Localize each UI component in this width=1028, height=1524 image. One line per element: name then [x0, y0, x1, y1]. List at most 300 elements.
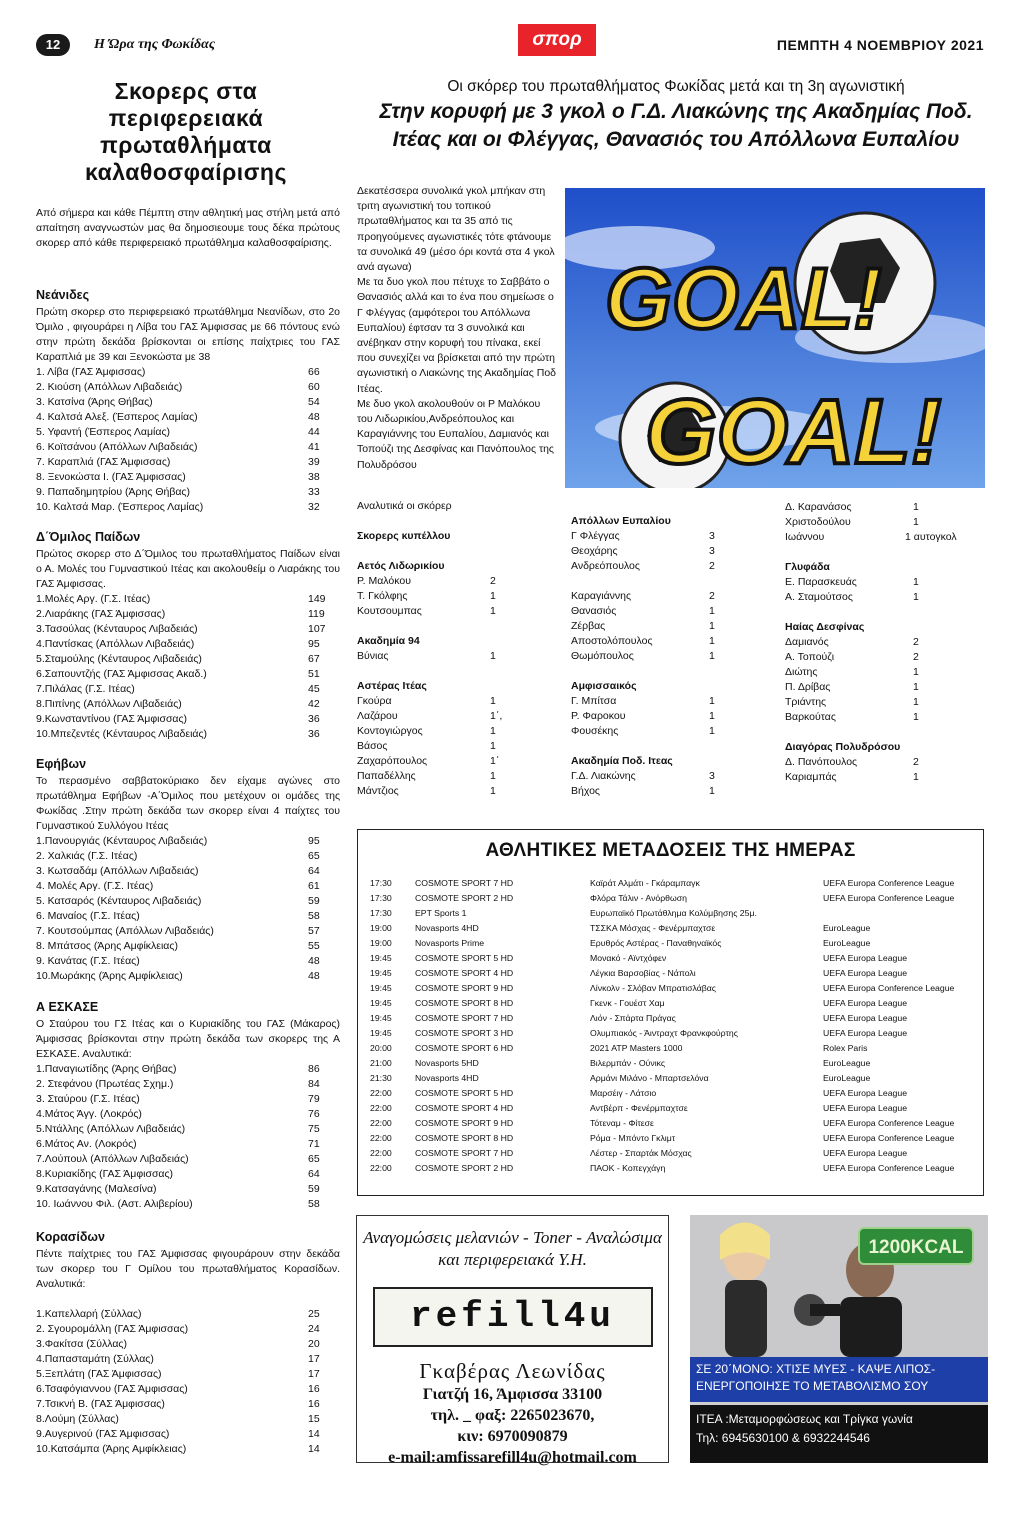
article-paragraph: Δεκατέσσερα συνολικά γκολ μπήκαν στη τριτη αγωνιστική του τοπικού πρωταθλήματος και τα 35 από τις προηγούμενες αγωνιστικές τότε φτάνουμε τα συνολικά 49 (μέσο όρι κοντά στα 4 γκολ ανά αγωνα) — [357, 185, 555, 274]
tv-event: Λέστερ - Σπαρτάκ Μόσχας — [590, 1148, 692, 1158]
scorer-points: 71 — [308, 1138, 320, 1150]
goal-scorer-row — [357, 709, 542, 724]
goal-count: 1 — [490, 785, 496, 797]
player-name: Βύνιας — [357, 650, 389, 662]
scorer-name: 4.Παντίσκας (Απόλλων Λιβαδειάς) — [36, 638, 195, 650]
tv-channel: COSMOTE SPORT 2 HD — [415, 893, 514, 903]
scorer-row — [36, 894, 340, 909]
goal-scorer-row — [785, 665, 965, 680]
scorer-name: 1. Λίβα (ΓΑΣ Άμφισσας) — [36, 366, 146, 378]
tv-competition: UEFA Europa Conference League — [823, 1163, 955, 1173]
tv-event: Βιλερμπάν - Ούνικς — [590, 1058, 666, 1068]
left-intro: Από σήμερα και κάθε Πέμπτη στην αθλητική μας στήλη μετά από απαίτηση αναγνωστών μας θα δημοσιεουμε τους δέκα πρώτους σκορερ από κάθε περιφερειακό πρωτάθλημα καλαθοσφαίρισης. — [36, 207, 340, 249]
tv-channel: COSMOTE SPORT 2 HD — [415, 1163, 514, 1173]
player-name: Διώτης — [785, 666, 818, 678]
scorer-row — [36, 682, 340, 697]
scorer-name: 5.Σταμούλης (Κένταυρος Λιβαδειάς) — [36, 653, 202, 665]
tv-event: Φλόρα Τάλιν - Ανόρθωση — [590, 893, 687, 903]
scorer-points: 86 — [308, 1063, 320, 1075]
scorer-name: 3. Κωτσαδάμ (Απόλλων Λιβαδειάς) — [36, 865, 199, 877]
player-name: Γ Φλέγγας — [571, 530, 620, 542]
refill-owner: Γκαβέρας Λεωνίδας — [419, 1359, 606, 1383]
scorer-row — [36, 440, 340, 455]
tv-channel: Novasports 4HD — [415, 923, 479, 933]
tv-time: 22:00 — [370, 1088, 392, 1098]
goal-scorer-row — [357, 574, 542, 589]
tv-channel: COSMOTE SPORT 9 HD — [415, 1118, 514, 1128]
refill-phone: τηλ. _ φαξ: 2265023670, — [430, 1407, 595, 1424]
scorer-row — [36, 1137, 340, 1152]
scorer-row — [36, 425, 340, 440]
goal-count: 1΄, — [490, 710, 503, 722]
tv-listing-row — [370, 1101, 971, 1116]
goal-scorer-row — [785, 635, 965, 650]
scorer-name: 8.Πιπίνης (Απόλλων Λιβαδειάς) — [36, 698, 182, 710]
team-heading — [571, 754, 761, 769]
player-name: Ζαχαρόπουλος — [357, 755, 428, 767]
tv-competition: UEFA Europa League — [823, 1013, 908, 1023]
player-name: Βάσος — [357, 740, 388, 752]
scorer-points: 59 — [308, 895, 320, 907]
goal-count — [709, 679, 761, 694]
tv-event: Καϊράτ Αλμάτι - Γκάραμπαγκ — [590, 878, 700, 888]
tv-time: 22:00 — [370, 1148, 392, 1158]
goal-text: GOAL! — [645, 381, 942, 483]
player-name: Σκορερς κυπέλλου — [357, 530, 451, 542]
scorer-row — [36, 380, 340, 395]
player-name: Καριαμπάς — [785, 771, 837, 783]
tv-event: Ολυμπιακός - Άιντραχτ Φρανκφούρτης — [590, 1028, 738, 1038]
goal-count: 2 — [913, 756, 919, 768]
player-name: Α. Σταμούτσος — [785, 591, 853, 603]
tv-event: 2021 ATP Masters 1000 — [590, 1043, 683, 1053]
tv-time: 19:00 — [370, 923, 392, 933]
goal-scorer-row — [785, 500, 965, 515]
player-name — [357, 619, 490, 634]
tv-time: 22:00 — [370, 1163, 392, 1173]
scorer-row — [36, 1307, 340, 1322]
tv-competition: UEFA Europa League — [823, 953, 908, 963]
refill-logo: refill4u — [373, 1287, 653, 1347]
scorer-row — [36, 485, 340, 500]
tv-event: Μονακό - Αϊντχόφεν — [590, 953, 667, 963]
tv-listings-title: ΑΘΛΗΤΙΚΕΣ ΜΕΤΑΔΟΣΕΙΣ ΤΗΣ ΗΜΕΡΑΣ — [485, 840, 856, 861]
section-title: Εφήβων — [36, 757, 87, 771]
title-line: καλαθοσφαίρισης — [85, 159, 287, 185]
player-name: Τ. Γκόλφης — [357, 590, 408, 602]
tv-listings-table — [370, 876, 971, 1176]
tv-event: Λίνκολν - Σλόβαν Μπρατισλάβας — [590, 983, 716, 993]
goal-scorer-row — [571, 589, 761, 604]
player-name: Γ. Μπίτσα — [571, 695, 617, 707]
gym-ad — [690, 1215, 988, 1463]
scorer-name: 8. Μπάτσος (Άρης Αμφίκλειας) — [36, 940, 178, 952]
section-title: Νεάνιδες — [36, 288, 90, 302]
scorer-name: 10.Κατσάμπα (Άρης Αμφίκλειας) — [36, 1443, 187, 1455]
scorer-name: 5.Ξεπλάτη (ΓΑΣ Άμφισσας) — [36, 1368, 162, 1380]
scorer-name: 2. Χαλκιάς (Γ.Σ. Ιτέας) — [36, 850, 138, 862]
scorer-name: 6. Κοϊτσάνου (Απόλλων Λιβαδειάς) — [36, 441, 198, 453]
goal-count: 1 — [913, 711, 919, 723]
scorer-row — [36, 1412, 340, 1427]
tv-channel: COSMOTE SPORT 7 HD — [415, 1148, 514, 1158]
goal-count: 1 — [709, 620, 715, 632]
section-text: Το περασμένο σαββατοκύριακο δεν είχαμε αγώνες στο πρωτάθλημα Εφήβων -Α΄Όμιλος που μετέχουν οι ομάδες της Φωκίδας .Στην πρώτη δεκάδα των σκορερ είναι 4 παίχτες του Γυμναστικού Συλλόγου Ιτέας — [36, 775, 340, 832]
goal-count: 3 — [709, 545, 715, 557]
scorer-row — [36, 1442, 340, 1457]
tv-event: Ερυθρός Αστέρας - Παναθηναϊκός — [590, 938, 722, 948]
goal-image — [565, 188, 985, 488]
team-heading — [357, 559, 542, 574]
tv-competition: EuroLeague — [823, 923, 871, 933]
scorer-row — [36, 849, 340, 864]
goal-count — [709, 664, 761, 679]
tv-time: 19:45 — [370, 983, 392, 993]
goal-count: 1 — [490, 590, 496, 602]
tv-event: Μαρσέιγ - Λάτσιο — [590, 1088, 657, 1098]
scorer-row — [36, 1107, 340, 1122]
team-heading — [785, 740, 965, 755]
goal-scorer-row — [357, 649, 542, 664]
goal-count: 1 — [490, 695, 496, 707]
tv-channel: COSMOTE SPORT 4 HD — [415, 1103, 514, 1113]
scorers-column-3 — [785, 500, 965, 785]
tv-listing-row — [370, 951, 971, 966]
tv-listing-row — [370, 891, 971, 906]
scorer-row — [36, 864, 340, 879]
tv-listing-row — [370, 1056, 971, 1071]
scorer-row — [36, 1152, 340, 1167]
scorer-name: 4. Καλτσά Αλεξ. (Έσπερος Λαμίας) — [36, 411, 198, 423]
player-name: Χριστοδούλου — [785, 516, 851, 528]
tv-listing-row — [370, 921, 971, 936]
scorer-row — [36, 1367, 340, 1382]
goal-scorer-row — [357, 769, 542, 784]
scorer-points: 15 — [308, 1413, 320, 1425]
player-name: Κουτσουμπας — [357, 605, 422, 617]
tv-time: 20:00 — [370, 1043, 392, 1053]
goal-scorer-row — [571, 604, 761, 619]
goal-scorer-row — [357, 589, 542, 604]
player-name: Ζέρβας — [571, 620, 606, 632]
player-name: Απόλλων Ευπαλίου — [571, 515, 671, 527]
goal-count: 1 — [913, 666, 919, 678]
tv-event: Ευρωπαϊκό Πρωτάθλημα Κολύμβησης 25μ. — [590, 908, 757, 918]
player-name: Θανασιός — [571, 605, 617, 617]
scorer-name: 10. Καλτσά Μαρ. (Έσπερος Λαμίας) — [36, 501, 204, 513]
scorer-points: 67 — [308, 653, 320, 665]
player-name: Ε. Παρασκευάς — [785, 576, 857, 588]
scorer-name: 4.Παπασταμάτη (Σύλλας) — [36, 1353, 154, 1365]
scorer-row — [36, 924, 340, 939]
scorer-name: 9. Παπαδημητρίου (Άρης Θήβας) — [36, 486, 190, 498]
scorer-name: 7.Πιλάλας (Γ.Σ. Ιτέας) — [36, 683, 135, 695]
goal-count: 3 — [709, 530, 715, 542]
scorer-row — [36, 1092, 340, 1107]
scorer-points: 95 — [308, 638, 320, 650]
goal-scorer-row — [571, 619, 761, 634]
scorer-name: 6.Μάτος Αν. (Λοκρός) — [36, 1138, 137, 1150]
goal-count: 1 — [913, 591, 919, 603]
tv-competition: UEFA Europa Conference League — [823, 1118, 955, 1128]
goal-count: 1 — [490, 650, 496, 662]
goal-scorer-row — [571, 739, 761, 754]
goal-count — [490, 559, 542, 574]
scorer-name: 4. Μολές Αργ. (Γ.Σ. Ιτέας) — [36, 880, 154, 892]
scorer-row — [36, 712, 340, 727]
goal-scorer-row — [571, 709, 761, 724]
tv-event: Ρόμα - Μπόντο Γκλιμτ — [590, 1133, 676, 1143]
section-eskase — [36, 1000, 340, 1212]
goal-count — [709, 739, 761, 754]
scorer-row — [36, 395, 340, 410]
goal-scorer-row — [785, 590, 965, 605]
scorer-row — [36, 697, 340, 712]
goal-text: GOAL! — [605, 251, 883, 347]
scorer-name: 1.Καπελλαρή (Σύλλας) — [36, 1308, 142, 1320]
tv-time: 19:45 — [370, 968, 392, 978]
article-kicker: Οι σκόρερ του πρωταθλήματος Φωκίδας μετά και τη 3η αγωνιστική — [447, 78, 905, 95]
player-name: Τριάντης — [785, 696, 827, 708]
article-paragraph: Με τα δυο γκολ που πέτυχε το Σαββάτο ο Θανασιός αλλά και το ένα που σημείωσε ο Γ Φλέγγας (αμφότεροι του Απόλλωνα Ευπαλίου) έφτσαν τα 3 συνολικά και ανέβηκαν στην κορυφή του πίνακα, εκεί που συνεχίζει να βρίσκεται από την πρώτη αγωνιστική ο Λιακώνης της Ακαδημίας Ποδ Ιτέας. — [357, 276, 557, 395]
goal-scorer-row — [571, 664, 761, 679]
scorer-name: 9.Κωνσταντίνου (ΓΑΣ Άμφισσας) — [36, 713, 188, 725]
goal-count: 1 — [913, 516, 919, 528]
goal-count — [490, 619, 542, 634]
scorer-row — [36, 1167, 340, 1182]
scorer-points: 25 — [308, 1308, 320, 1320]
player-name: Αποστολόπουλος — [571, 635, 653, 647]
tv-competition: UEFA Europa League — [823, 1088, 908, 1098]
player-name: Διαγόρας Πολυδρόσου — [785, 741, 901, 753]
tv-competition: UEFA Europa Conference League — [823, 878, 955, 888]
section-title: Δ΄Όμιλος Παίδων — [36, 530, 141, 544]
goal-count: 1 — [709, 725, 715, 737]
tv-listing-row — [370, 996, 971, 1011]
tv-competition: UEFA Europa League — [823, 1148, 908, 1158]
tv-listing-row — [370, 1041, 971, 1056]
scorer-name: 3. Σταύρου (Γ.Σ. Ιτέας) — [36, 1093, 140, 1105]
title-line: περιφερειακά — [108, 105, 264, 131]
goal-count: 2 — [709, 590, 715, 602]
player-name: Κοντογιώργος — [357, 725, 423, 737]
goal-count — [490, 664, 542, 679]
scorer-row — [36, 667, 340, 682]
player-name: Ιωάννου — [785, 531, 825, 543]
scorer-name: 2.Λιαράκης (ΓΑΣ Άμφισσας) — [36, 608, 166, 620]
player-name: Θωμόπουλος — [571, 650, 634, 662]
player-name: Δ. Πανόπουλος — [785, 756, 858, 768]
tv-channel: COSMOTE SPORT 4 HD — [415, 968, 514, 978]
goal-scorer-row — [785, 605, 965, 620]
player-name: Γλυφάδα — [785, 561, 830, 573]
section-paidon — [36, 530, 340, 742]
goal-scorer-row — [357, 664, 542, 679]
tv-time: 22:00 — [370, 1133, 392, 1143]
scorer-name: 6.Σαπουντζής (ΓΑΣ Άμφισσας Ακαδ.) — [36, 668, 207, 680]
scorer-row — [36, 969, 340, 984]
scorer-points: 20 — [308, 1338, 320, 1350]
goal-count — [490, 679, 542, 694]
player-name: Βήχος — [571, 785, 600, 797]
team-heading — [571, 679, 761, 694]
article-paragraph: Με δυο γκολ ακολουθούν οι Ρ Μαλόκου του Λιδωρικίου,Ανδρεόπουλος και Καραγιάννης του Ευπαλίου, Δαμιανός και Τοπούζι της Δεσφίνας και Πανόπουλος της Πολυδρόσου — [357, 397, 554, 471]
tv-listings-box — [357, 829, 984, 1196]
goal-count: 2 — [709, 560, 715, 572]
scorer-points: 65 — [308, 850, 320, 862]
scorer-row — [36, 1077, 340, 1092]
goal-count: 1 — [913, 771, 919, 783]
tv-time: 17:30 — [370, 893, 392, 903]
tv-listing-row — [370, 966, 971, 981]
tv-time: 22:00 — [370, 1118, 392, 1128]
scorer-row — [36, 652, 340, 667]
issue-date: ΠΕΜΠΤΗ 4 ΝΟΕΜΒΡΙΟΥ 2021 — [776, 37, 984, 53]
scorer-name: 7.Λούπουλ (Απόλλων Λιβαδειάς) — [36, 1153, 189, 1165]
player-name: Δ. Καρανάσος — [785, 501, 852, 513]
scorer-points: 64 — [308, 1168, 320, 1180]
tv-listing-row — [370, 906, 971, 921]
tv-event: Γκενκ - Γουέστ Χαμ — [590, 998, 665, 1008]
scorer-name: 1.Παναγιωτίδης (Άρης Θήβας) — [36, 1063, 177, 1075]
team-heading — [785, 560, 965, 575]
refill-ad-text: Αναγομώσεις μελανιών - Toner - Αναλώσιμα και περιφερειακά Υ.Η. — [363, 1228, 662, 1269]
goal-scorer-row — [357, 784, 542, 799]
scorer-points: 24 — [308, 1323, 320, 1335]
tv-event: Λέγκια Βαρσοβίας - Νάπολι — [590, 968, 696, 978]
goal-count — [709, 514, 761, 529]
tv-channel: Novasports 4HD — [415, 1073, 479, 1083]
tv-time: 17:30 — [370, 908, 392, 918]
tv-time: 22:00 — [370, 1103, 392, 1113]
scorer-points: 41 — [308, 441, 320, 453]
goal-scorer-row — [571, 724, 761, 739]
tv-channel: EPT Sports 1 — [415, 908, 467, 918]
scorer-points: 75 — [308, 1123, 320, 1135]
player-name: Ρ. Μαλόκου — [357, 575, 411, 587]
scorer-points: 60 — [308, 381, 320, 393]
tv-competition: UEFA Europa Conference League — [823, 983, 955, 993]
team-heading — [357, 529, 542, 544]
team-heading — [357, 679, 542, 694]
goal-count: 1 αυτογκολ — [905, 531, 957, 543]
scorer-row — [36, 607, 340, 622]
scorer-row — [36, 1122, 340, 1137]
tv-event: ΤΣΣΚΑ Μόσχας - Φενέρμπαχτσε — [590, 923, 716, 933]
tv-competition: EuroLeague — [823, 938, 871, 948]
tv-channel: Novasports Prime — [415, 938, 485, 948]
goal-count: 1 — [490, 605, 496, 617]
goal-scorer-row — [571, 769, 761, 784]
scorer-row — [36, 1062, 340, 1077]
player-name: Γκούρα — [357, 695, 392, 707]
scorer-points: 107 — [308, 623, 326, 635]
tv-channel: COSMOTE SPORT 9 HD — [415, 983, 514, 993]
scorer-points: 95 — [308, 835, 320, 847]
goal-count: 1 — [709, 650, 715, 662]
tv-channel: COSMOTE SPORT 5 HD — [415, 1088, 514, 1098]
section-text: Πρώτος σκορερ στο Δ΄Όμιλος του πρωταθλήματος Παίδων είναι ο Α. Μολές του Γυμναστικού Ιτέας και ακολουθείμ ο Λιαράκης του ΓΑΣ Άμφισσας. — [36, 548, 340, 590]
scorer-name: 5.Ντάλλης (Απόλλων Λιβαδειάς) — [36, 1123, 186, 1135]
kcal-badge: 1200KCAL — [858, 1227, 974, 1265]
player-name: Ρ. Φαροκου — [571, 710, 626, 722]
scorer-row — [36, 727, 340, 742]
player-name — [357, 544, 490, 559]
scorers-column-2 — [571, 514, 761, 799]
scorer-points: 149 — [308, 593, 326, 605]
left-article-title — [36, 78, 336, 186]
player-name — [785, 545, 913, 560]
article-body — [357, 184, 557, 473]
goal-count: 2 — [913, 636, 919, 648]
goal-count — [913, 725, 965, 740]
title-line: πρωταθλήματα — [100, 132, 272, 158]
article-headline: Στην κορυφή με 3 γκολ ο Γ.Δ. Λιακώνης της Ακαδημίας Ποδ. Ιτέας και οι Φλέγγας, Θανασιός του Απόλλωνα Ευπαλίου — [379, 100, 973, 151]
scorer-name: 4.Μάτος Άγγ. (Λοκρός) — [36, 1108, 142, 1120]
goal-scorer-row — [785, 515, 965, 530]
player-name: Μάντζιος — [357, 785, 399, 797]
player-name: Π. Δρίβας — [785, 681, 831, 693]
tv-competition: UEFA Europa League — [823, 968, 908, 978]
scorer-points: 84 — [308, 1078, 320, 1090]
scorer-name: 7. Κουτσούμπας (Απόλλων Λιβαδειάς) — [36, 925, 214, 937]
goal-scorer-row — [571, 784, 761, 799]
tv-listing-row — [370, 1146, 971, 1161]
tv-listing-row — [370, 1131, 971, 1146]
scorer-points: 44 — [308, 426, 320, 438]
scorer-name: 8. Ξενοκώστα Ι. (ΓΑΣ Άμφισσας) — [36, 471, 186, 483]
tv-competition: Rolex Paris — [823, 1043, 868, 1053]
scorer-name: 5. Κατσαρός (Κένταυρος Λιβαδειάς) — [36, 895, 202, 907]
scorer-name: 3. Κατσίνα (Άρης Θήβας) — [36, 396, 153, 408]
refill-email: e-mail:amfissarefill4u@hotmail.com — [388, 1449, 637, 1466]
goal-count: 1 — [709, 785, 715, 797]
tv-channel: COSMOTE SPORT 3 HD — [415, 1028, 514, 1038]
scorer-name: 2. Σγουρομάλλη (ΓΑΣ Άμφισσας) — [36, 1323, 189, 1335]
goal-count — [709, 574, 761, 589]
goal-scorer-row — [571, 574, 761, 589]
tv-competition: UEFA Europa Conference League — [823, 1133, 955, 1143]
scorer-points: 16 — [308, 1398, 320, 1410]
player-name — [785, 605, 913, 620]
tv-channel: COSMOTE SPORT 8 HD — [415, 1133, 514, 1143]
tv-listing-row — [370, 1116, 971, 1131]
player-name — [571, 664, 709, 679]
goal-count: 1 — [913, 576, 919, 588]
scorer-points: 16 — [308, 1383, 320, 1395]
scorer-points: 42 — [308, 698, 320, 710]
scorer-name: 1.Πανουργιάς (Κένταυρος Λιβαδειάς) — [36, 835, 208, 847]
scorer-name: 6.Τσαφόγιαννου (ΓΑΣ Άμφισσας) — [36, 1383, 188, 1395]
scorer-points: 58 — [308, 1198, 320, 1210]
scorer-row — [36, 1427, 340, 1442]
goal-scorer-row — [357, 544, 542, 559]
tv-competition — [823, 906, 971, 921]
goal-count: 1 — [913, 681, 919, 693]
goal-count: 1 — [709, 635, 715, 647]
scorer-points: 36 — [308, 713, 320, 725]
goal-scorer-row — [785, 530, 965, 545]
scorer-row — [36, 1197, 340, 1212]
scorer-name: 3.Τασούλας (Κένταυρος Λιβαδειάς) — [36, 623, 198, 635]
player-name: Ανδρεόπουλος — [571, 560, 640, 572]
goal-count: 2 — [490, 575, 496, 587]
goal-count: 1 — [913, 501, 919, 513]
scorers-lead: Αναλυτικά οι σκόρερ — [357, 500, 452, 512]
scorer-name: 9. Κανάτας (Γ.Σ. Ιτέας) — [36, 955, 140, 967]
goal-count: 2 — [913, 651, 919, 663]
goal-scorer-row — [785, 680, 965, 695]
